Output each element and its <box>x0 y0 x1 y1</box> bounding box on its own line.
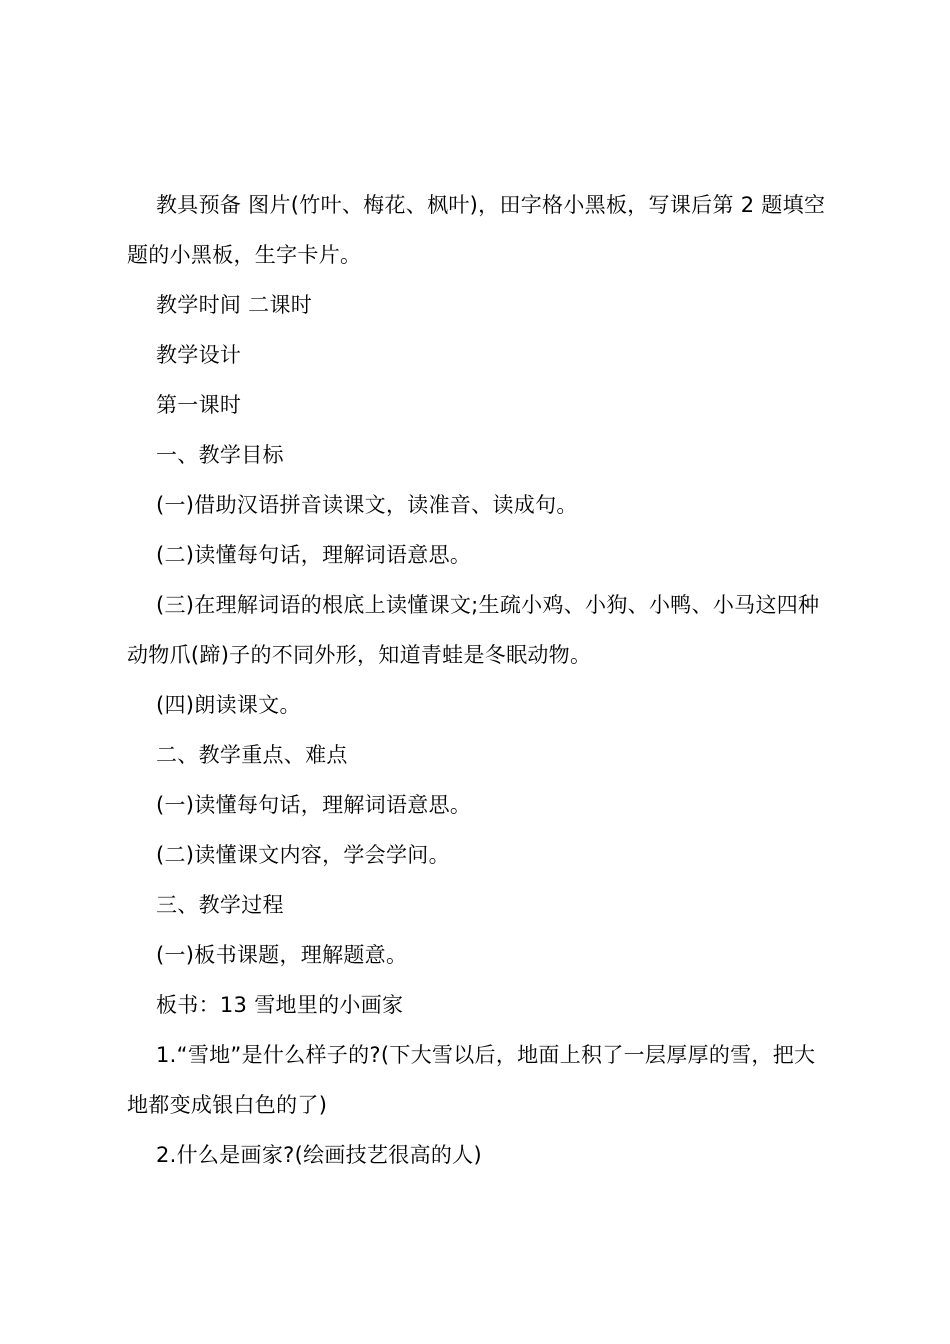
process-item-1: (一)板书课题，理解题意。 <box>156 943 408 967</box>
question-item-2: 2.什么是画家?(绘画技艺很高的人) <box>156 1143 482 1167</box>
goal-item-2: (二)读懂每句话，理解词语意思。 <box>156 543 472 567</box>
paragraph-first-lesson: 第一课时 <box>156 393 242 417</box>
goal-item-4: (四)朗读课文。 <box>156 693 301 717</box>
paragraph-teaching-time: 教学时间 二课时 <box>156 293 313 317</box>
key-point-item-1: (一)读懂每句话，理解词语意思。 <box>156 793 472 817</box>
heading-teaching-goals: 一、教学目标 <box>156 443 284 467</box>
document-page <box>127 180 835 1180</box>
paragraph-teaching-design: 教学设计 <box>156 343 242 367</box>
paragraph-teaching-aids: 教具预备 图片(竹叶、梅花、枫叶)，田字格小黑板，写课后第 2 题填空题的小黑板，生字卡片。 <box>127 193 826 267</box>
key-point-item-2: (二)读懂课文内容，学会学问。 <box>156 843 450 867</box>
question-item-1: 1.“雪地”是什么样子的?(下大雪以后，地面上积了一层厚厚的雪，把大地都变成银白色的了) <box>127 1043 816 1117</box>
heading-key-points: 二、教学重点、难点 <box>156 743 348 767</box>
blackboard-title: 板书：13 雪地里的小画家 <box>156 993 404 1017</box>
goal-item-1: (一)借助汉语拼音读课文，读准音、读成句。 <box>156 493 578 517</box>
goal-item-3: (三)在理解词语的根底上读懂课文;生疏小鸡、小狗、小鸭、小马这四种动物爪(蹄)子的不同外形，知道青蛙是冬眠动物。 <box>127 593 820 667</box>
heading-teaching-process: 三、教学过程 <box>156 893 284 917</box>
